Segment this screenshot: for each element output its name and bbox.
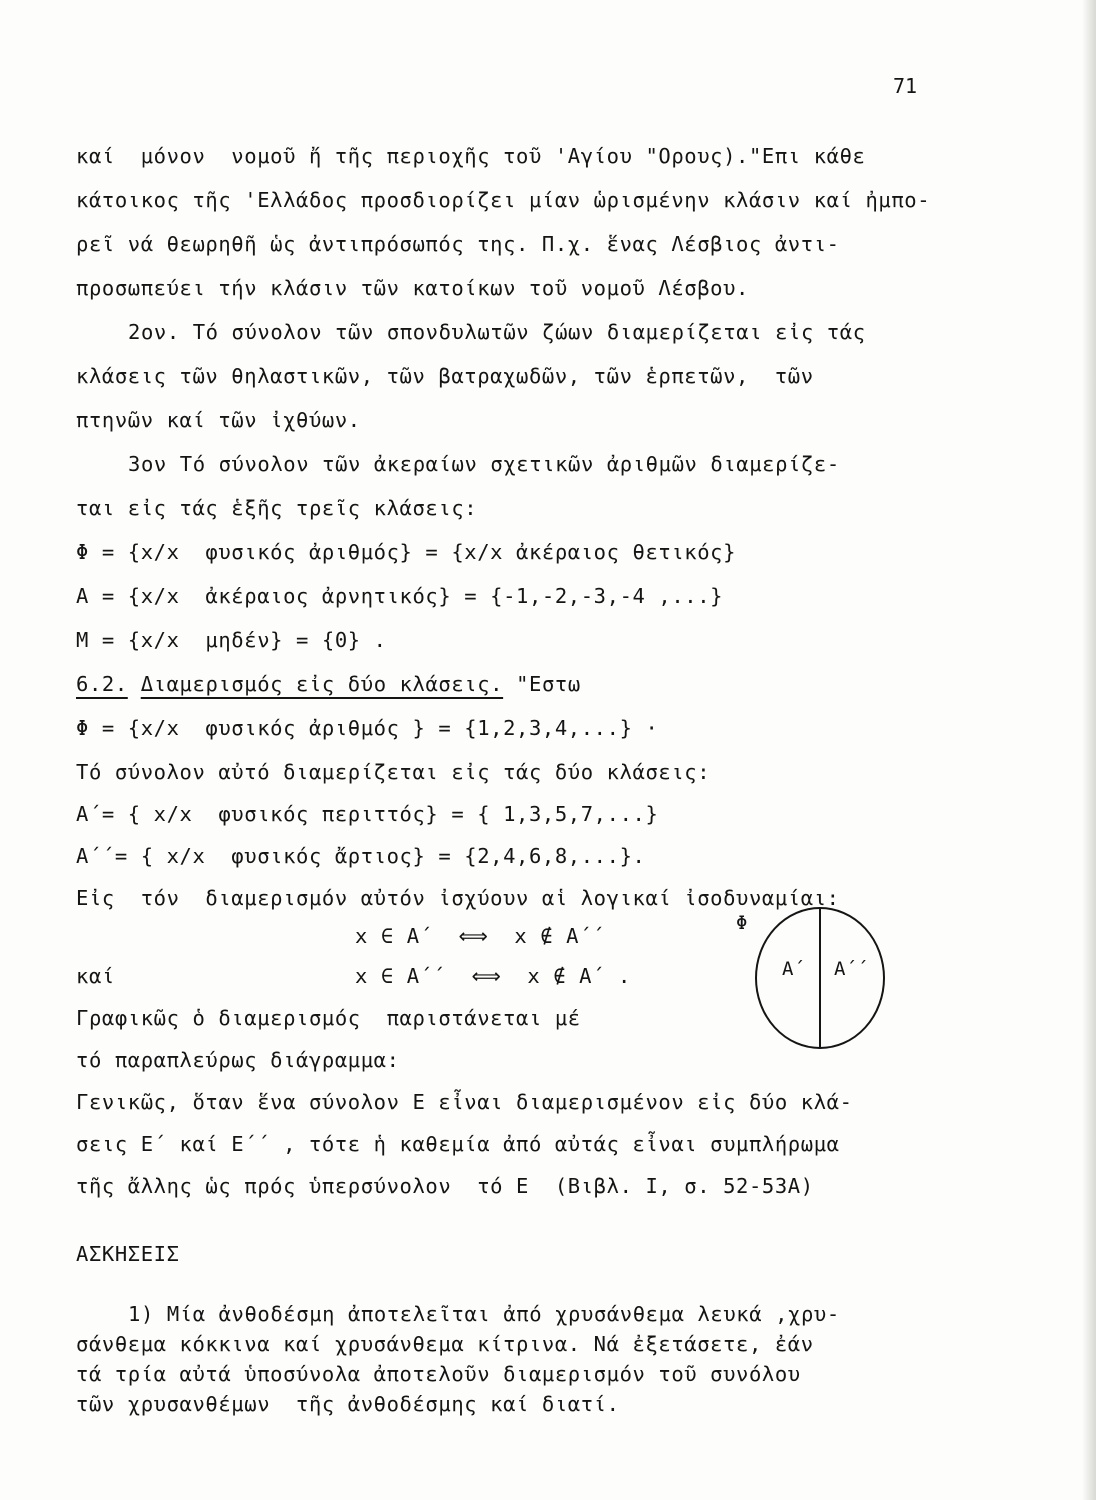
partition-diagram [722,900,892,1050]
text-line: σάνθεμα κόκκινα καί χρυσάνθεμα κίτρινα. Νά ἐξετάσετε, ἐάν [76,1332,814,1356]
page-edge-shadow [1082,0,1096,1500]
text-line: 2ον. Τό σύνολον τῶν σπονδυλωτῶν ζώων διαμερίζεται εἰς τάς [128,320,866,344]
equation-phi-2: Φ = {x/x φυσικός ἀριθμός } = {1,2,3,4,...} · [76,716,659,740]
section-number: 6.2. [76,672,128,696]
text-line: προσωπεύει τήν κλάσιν τῶν κατοίκων τοῦ νομοῦ Λέσβου. [76,276,749,300]
section-heading [76,670,581,698]
text-line: καί μόνον νομοῦ ἤ τῆς περιοχῆς τοῦ 'Αγίου "Ορους)."Επι κάθε [76,144,866,168]
equivalence-2: x ∈ Α΄΄ ⟺ x ∉ Α΄ . [355,964,631,988]
text-line: Τό σύνολον αὐτό διαμερίζεται εἰς τάς δύο κλάσεις: [76,760,711,784]
equation-a-double-prime: Α΄΄= { x/x φυσικός ἄρτιος} = {2,4,6,8,...}. [76,844,646,868]
text-line: τῶν χρυσανθέμων τῆς ἀνθοδέσμης καί διατί. [76,1392,620,1416]
equivalence-2-prefix: καί [76,964,115,988]
diagram-left-label: Α΄ [782,958,805,980]
text-line: 1) Μία ἀνθοδέσμη ἀποτελεῖται ἀπό χρυσάνθεμα λευκά ,χρυ- [128,1302,840,1326]
equation-a: Α = {x/x ἀκέραιος ἀρνητικός} = {-1,-2,-3,-4 ,...} [76,584,724,608]
text-line: κάτοικος τῆς 'Ελλάδος προσδιορίζει μίαν ὡρισμένην κλάσιν καί ἠμπο- [76,188,931,212]
text-line: Εἰς τόν διαμερισμόν αὐτόν ἰσχύουν αἱ λογικαί ἰσοδυναμίαι: [76,886,840,910]
diagram-right-label: Α΄΄ [834,958,869,980]
page-number: 71 [893,74,918,98]
text-line: κλάσεις τῶν θηλαστικῶν, τῶν βατραχωδῶν, τῶν ἑρπετῶν, τῶν [76,364,814,388]
section-after: "Εστω [516,672,581,696]
text-line: 3ον Τό σύνολον τῶν ἀκεραίων σχετικῶν ἀριθμῶν διαμερίζε- [128,452,840,476]
text-line: ρεῖ νά θεωρηθῆ ὡς ἀντιπρόσωπός της. Π.χ. ἕνας Λέσβιος ἀντι- [76,232,840,256]
exercises-heading: ΑΣΚΗΣΕΙΣ [76,1242,180,1266]
text-line: τό παραπλεύρως διάγραμμα: [76,1048,400,1072]
text-line: τά τρία αὐτά ὑποσύνολα ἀποτελοῦν διαμερισμόν τοῦ συνόλου [76,1362,801,1386]
section-title: Διαμερισμός εἰς δύο κλάσεις. [140,672,504,696]
text-line: τῆς ἄλλης ὡς πρός ὑπερσύνολον τό Ε (Βιβλ. Ι, σ. 52-53Α) [76,1174,814,1198]
text-line: πτηνῶν καί τῶν ἰχθύων. [76,408,361,432]
text-line: Γενικῶς, ὅταν ἕνα σύνολον Ε εἶναι διαμερισμένον εἰς δύο κλά- [76,1090,853,1114]
text-line: σεις Ε΄ καί Ε΄΄ , τότε ἡ καθεμία ἀπό αὐτάς εἶναι συμπλήρωμα [76,1132,840,1156]
equivalence-1: x ∈ Α΄ ⟺ x ∉ Α΄΄ [355,924,606,948]
equation-a-prime: Α΄= { x/x φυσικός περιττός} = { 1,3,5,7,...} [76,802,659,826]
equation-phi: Φ = {x/x φυσικός ἀριθμός} = {x/x ἀκέραιος θετικός} [76,540,737,564]
equation-m: Μ = {x/x μηδέν} = {0} . [76,628,387,652]
text-line: Γραφικῶς ὁ διαμερισμός παριστάνεται μέ [76,1006,581,1030]
diagram-set-label: Φ [736,912,748,934]
text-line: ται εἰς τάς ἑξῆς τρεῖς κλάσεις: [76,496,478,520]
